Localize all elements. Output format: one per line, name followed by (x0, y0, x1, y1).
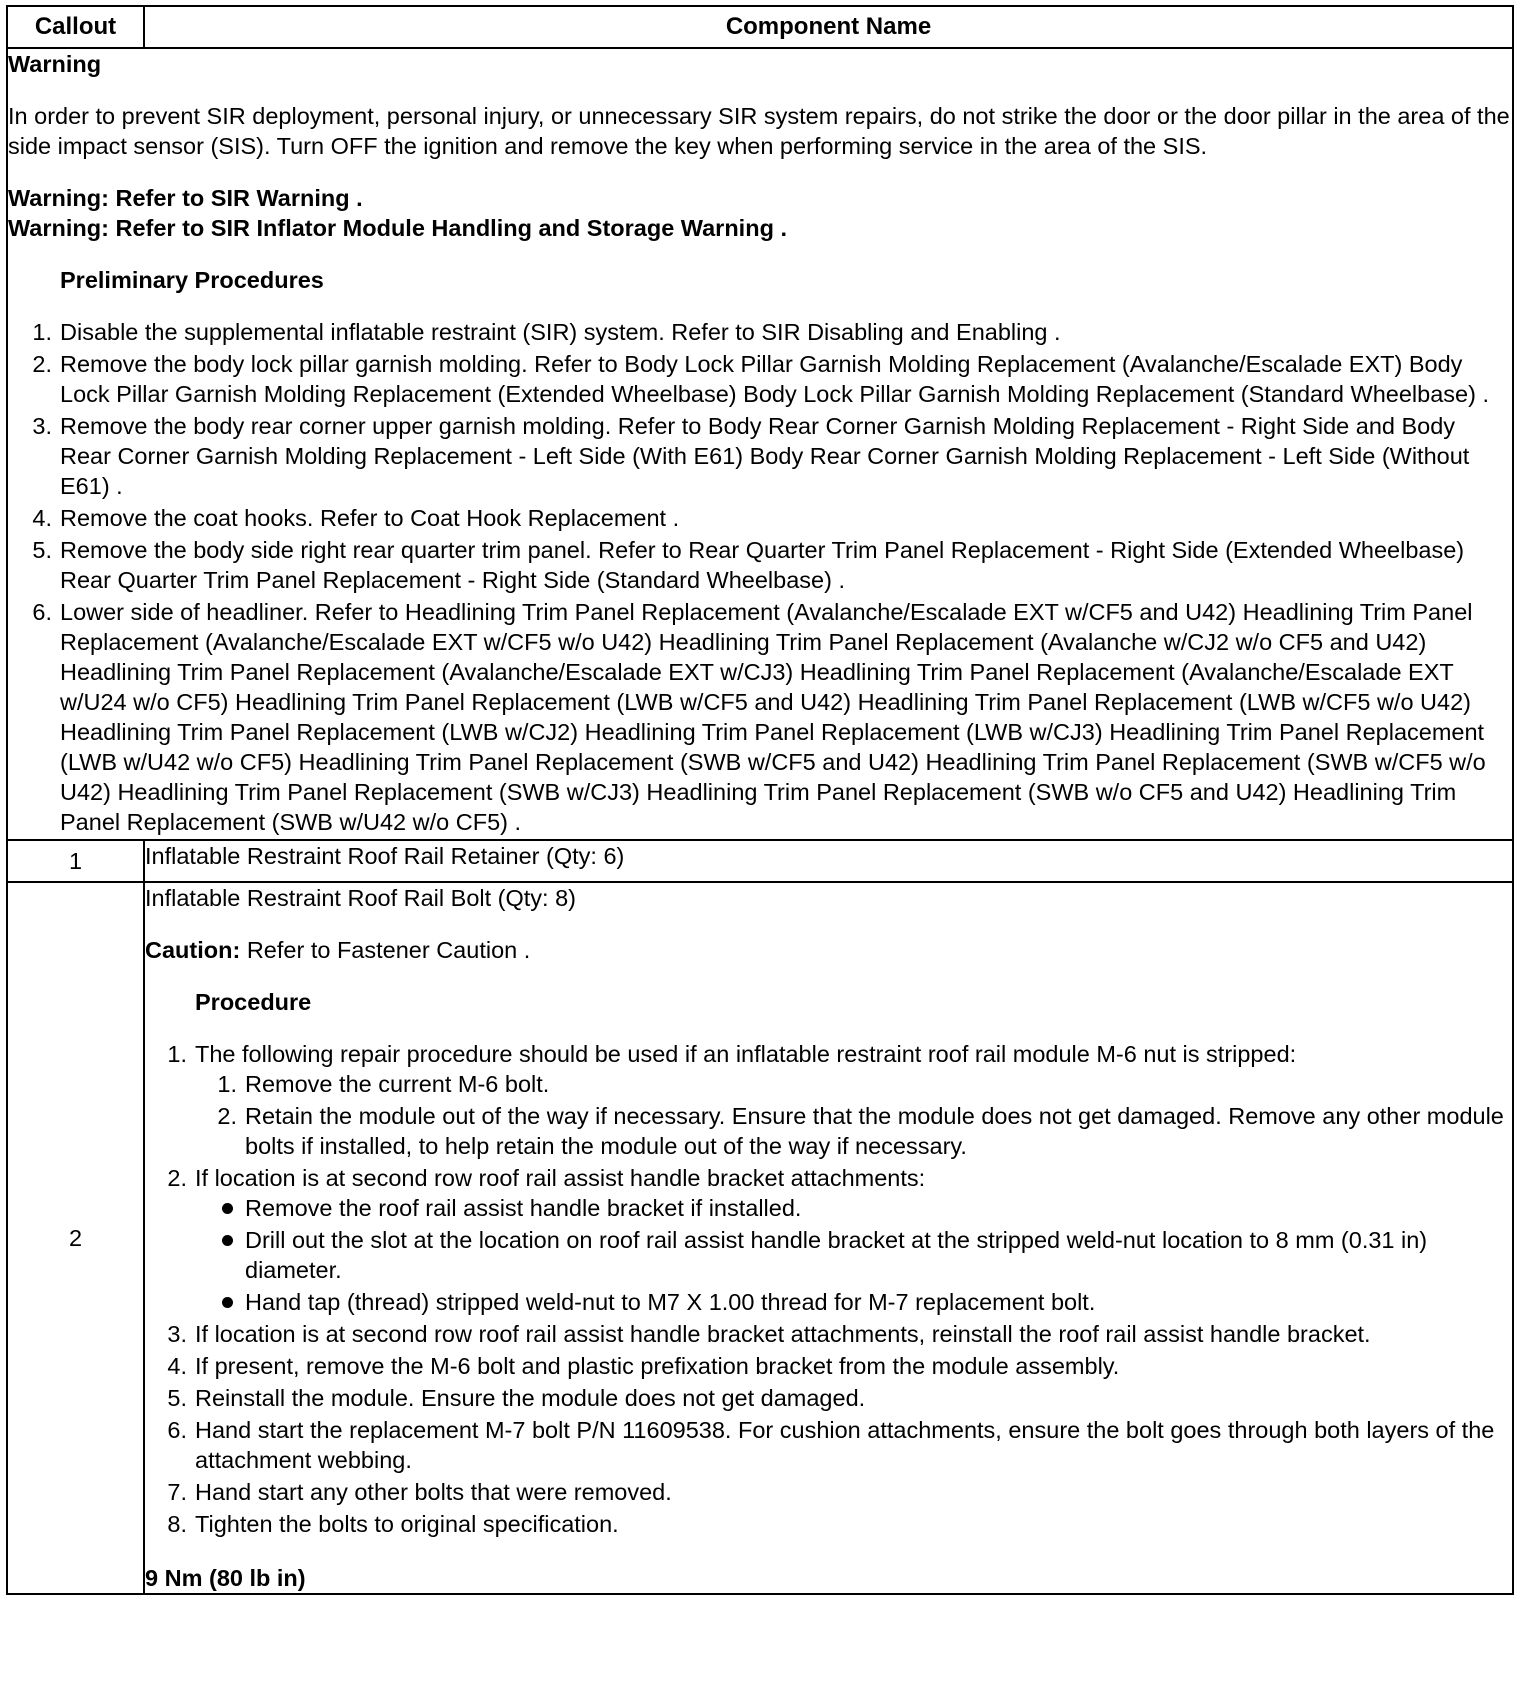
bullet-icon (222, 1203, 233, 1214)
intro-cell (7, 48, 1513, 840)
component-detail-cell (144, 882, 1513, 1594)
table-row (7, 840, 1513, 882)
list-item: 3. Remove the body rear corner upper garnish molding. Refer to Body Rear Corner Garnish Molding Replacement - Right Side and Body Rear Corner Garnish Molding Replacement - Left Side (With E61) Body Rear Corner Garnish Molding Replacement - Left Side (Without E61) . (32, 413, 1470, 499)
list-item: 8. Tighten the bolts to original specification. (167, 1511, 619, 1537)
list-item: 3. If location is at second row roof rail assist handle bracket attachments, reinstall the roof rail assist handle bracket. (167, 1321, 1371, 1347)
torque-spec: 9 Nm (80 lb in) (145, 1565, 306, 1591)
bullet-icon (222, 1297, 233, 1308)
list-item: 1. Disable the supplemental inflatable restraint (SIR) system. Refer to SIR Disabling and Enabling . (32, 319, 1061, 345)
warning-ref-sir: Warning: Refer to SIR Warning . (8, 185, 363, 211)
list-item: Drill out the slot at the location on roof rail assist handle bracket at the stripped weld-nut location to 8 mm (0.31 in) diameter. (195, 1225, 1512, 1285)
list-item: 6. Hand start the replacement M-7 bolt P/N 11609538. For cushion attachments, ensure the bolt goes through both layers of the attachment webbing. (167, 1417, 1495, 1473)
callout-cell: 1 (7, 840, 144, 882)
list-item: 5. Remove the body side right rear quarter trim panel. Refer to Rear Quarter Trim Panel Replacement - Right Side (Extended Wheelbase) Rear Quarter Trim Panel Replacement - Right Side (Standard Wheelbase) . (32, 537, 1465, 593)
list-item: 1. The following repair procedure should be used if an inflatable restraint roof rail module M-6 nut is stripped: 1. Remove the current M-6 bolt. 2. Retain the module out of the way if necessary. Ensure that the module does not get damaged. Remove any other module bolts if installed, to help retain the module out of the way if necessary. (145, 1039, 1512, 1161)
list-item: 5. Reinstall the module. Ensure the module does not get damaged. (167, 1385, 866, 1411)
caution-line: Caution: Refer to Fastener Caution . (145, 937, 531, 963)
list-item: 2. Remove the body lock pillar garnish molding. Refer to Body Lock Pillar Garnish Molding Replacement (Avalanche/Escalade EXT) Body Lock Pillar Garnish Molding Replacement (Extended Wheelbase) Body Lock Pillar Garnish Molding Replacement (Standard Wheelbase) . (32, 351, 1489, 407)
preliminary-steps (8, 317, 1512, 837)
list-item: 6. Lower side of headliner. Refer to Headlining Trim Panel Replacement (Avalanche/Escalade EXT w/CF5 and U42) Headlining Trim Panel Replacement (Avalanche/Escalade EXT w/CF5 w/o U42) Headlining Trim Panel Replacement (Avalanche w/CJ2 w/o CF5 and U42) Headlining Trim Panel Replacement (Avalanche/Escalade EXT w/CJ3) Headlining Trim Panel Replacement (Avalanche/Escalade EXT w/U24 w/o CF5) Headlining Trim Panel Replacement (LWB w/CF5 and U42) Headlining Trim Panel Replacement (LWB w/CF5 w/o U42) Headlining Trim Panel Replacement (LWB w/CJ2) Headlining Trim Panel Replacement (LWB w/CJ3) Headlining Trim Panel Replacement (LWB w/U42 w/o CF5) Headlining Trim Panel Replacement (SWB w/CF5 and U42) Headlining Trim Panel Replacement (SWB w/CF5 w/o U42) Headlining Trim Panel Replacement (SWB w/CJ3) Headlining Trim Panel Replacement (SWB w/o CF5 and U42) Headlining Trim Panel Replacement (SWB w/U42 w/o CF5) . (32, 599, 1486, 835)
warning-text: In order to prevent SIR deployment, personal injury, or unnecessary SIR system repairs, do not strike the door or the door pillar in the area of the side impact sensor (SIS). Turn OFF the ignition and remove the key when performing service in the area of the SIS. (8, 103, 1510, 159)
component-table (6, 5, 1514, 1595)
procedure-steps (145, 1039, 1512, 1539)
bullet-list (195, 1193, 1512, 1317)
component-name-cell: Inflatable Restraint Roof Rail Retainer (Qty: 6) (144, 840, 1513, 882)
component-name: Inflatable Restraint Roof Rail Bolt (Qty: 8) (145, 885, 577, 911)
header-row (7, 6, 1513, 48)
component-name-header: Component Name (144, 6, 1513, 48)
list-item: 7. Hand start any other bolts that were removed. (167, 1479, 672, 1505)
callout-header: Callout (7, 6, 144, 48)
list-item: 2. Retain the module out of the way if necessary. Ensure that the module does not get damaged. Remove any other module bolts if installed, to help retain the module out of the way if necessary. (217, 1103, 1504, 1159)
intro-row (7, 48, 1513, 840)
list-item: Remove the roof rail assist handle bracket if installed. (195, 1193, 1512, 1223)
procedure-title: Procedure (195, 989, 312, 1015)
callout-cell: 2 (7, 882, 144, 1594)
warning-title: Warning (8, 51, 102, 77)
table-row (7, 882, 1513, 1594)
list-item: Hand tap (thread) stripped weld-nut to M7 X 1.00 thread for M-7 replacement bolt. (195, 1287, 1512, 1317)
list-item: 1. Remove the current M-6 bolt. (217, 1071, 550, 1097)
list-item: 4. If present, remove the M-6 bolt and plastic prefixation bracket from the module assembly. (167, 1353, 1120, 1379)
bullet-icon (222, 1235, 233, 1246)
list-item: 4. Remove the coat hooks. Refer to Coat Hook Replacement . (32, 505, 680, 531)
sub-steps (195, 1069, 1512, 1161)
warning-ref-inflator: Warning: Refer to SIR Inflator Module Handling and Storage Warning . (8, 215, 787, 241)
preliminary-title: Preliminary Procedures (60, 267, 324, 293)
list-item: 2. If location is at second row roof rail assist handle bracket attachments: Remove the roof rail assist handle bracket if installed. Drill out the slot at the location on roof rail assist handle bracket at the stripped weld-nut location to 8 mm (0.31 in) diameter. Hand tap (thread) stripped weld-nut to M7 X 1.00 thread for M-7 replacement bolt. (145, 1163, 1512, 1317)
